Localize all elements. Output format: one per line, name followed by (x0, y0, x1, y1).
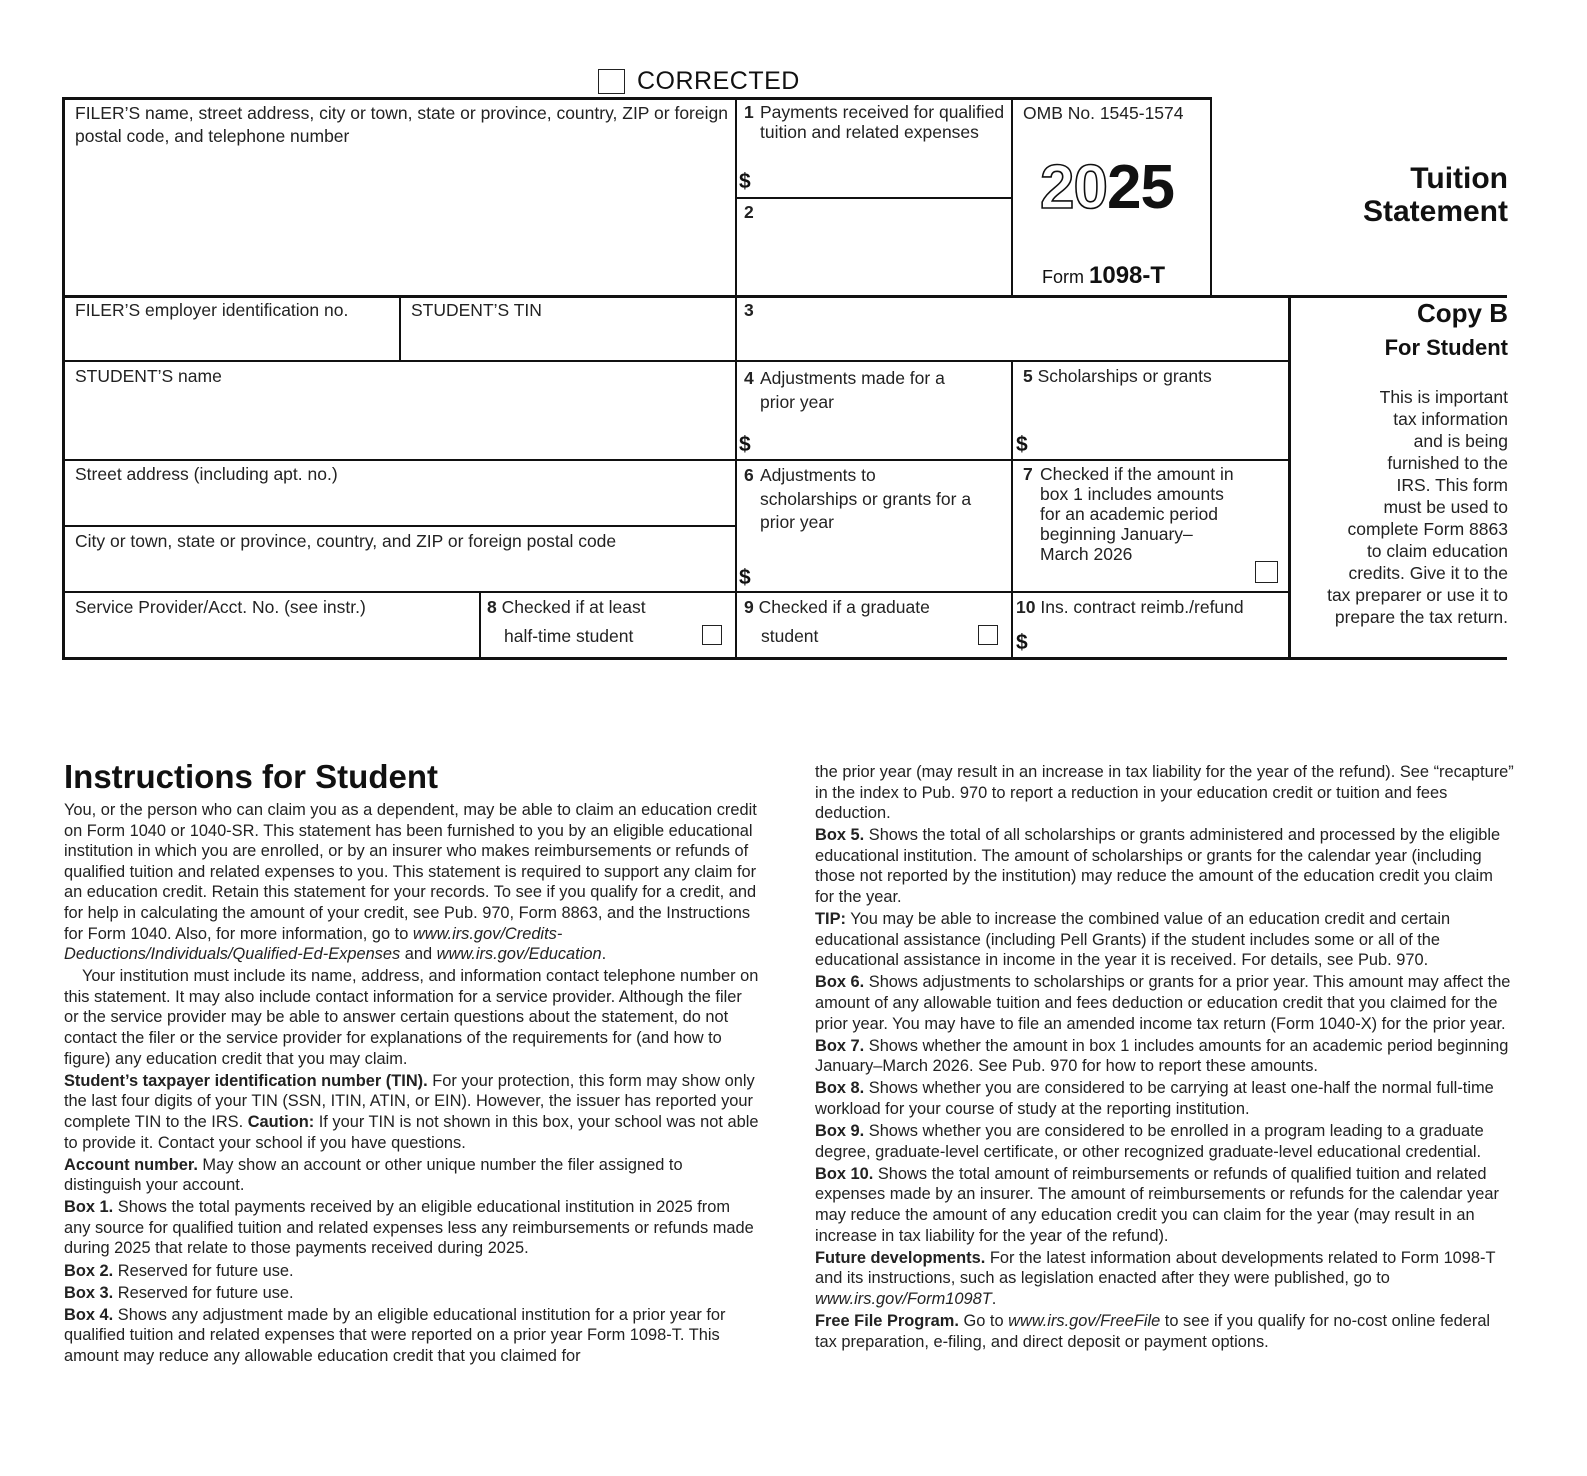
box1-paragraph: Box 1. Shows the total payments received by an eligible educational institution in 2025 from any source for qualified tuition and related expenses less any reimbursements or refunds made during 2025 that relate to those payments received during 2025. (64, 1198, 754, 1258)
box8-label: 8 Checked if at least (487, 597, 646, 617)
box7-paragraph: Box 7. Shows whether the amount in box 1 includes amounts for an academic period beginning January–March 2026. See Pub. 970 for how to report these amounts. (815, 1036, 1509, 1076)
form-number: Form 1098-T (1042, 262, 1166, 289)
copy-subtitle: For Student (1384, 335, 1508, 360)
tip-paragraph: TIP: You may be able to increase the combined value of an education credit and certain educational assistance (including Pell Grants) if the student includes some or all of the educational assistance in income in the year it is received. For details, see Pub. 970. (815, 910, 1451, 970)
box9-label-line2: student (761, 626, 819, 646)
box6-paragraph: Box 6. Shows adjustments to scholarships or grants for a prior year. This amount may affect the amount of any allowable tuition and fees deduction or education credit that you claimed for the prior year. You may have to file an amended income tax return (Form 1040-X) for the prior year. (815, 973, 1511, 1033)
box10-label: 10 Ins. contract reimb./refund (1016, 597, 1244, 617)
student-name-label: STUDENT’S name (75, 366, 222, 386)
instructions-title: Instructions for Student (64, 758, 438, 795)
box4-dollar: $ (739, 433, 751, 456)
corrected-checkbox[interactable] (598, 69, 625, 94)
box8-checkbox[interactable] (702, 625, 722, 645)
intro-paragraph: You, or the person who can claim you as a dependent, may be able to claim an education credit on Form 1040 or 1040-SR. This statement has been furnished to you by an eligible educational institution in which you are enrolled, or by an insurer who makes reimbursements or refunds of qualified tuition and related expenses to you. This statement is required to support any claim for an education credit. Retain this statement for your records. To see if you qualify for a credit, and for help in calculating the amount of your credit, see Pub. 970, Form 8863, and the Instructions for Form 1040. Also, for more information, go to www.irs.gov/Credits-Deductions/Individuals/Qualified-Ed-Expenses and www.irs.gov/Education. (64, 801, 757, 964)
freefile-link[interactable]: www.irs.gov/FreeFile (1008, 1311, 1161, 1330)
street-address-label: Street address (including apt. no.) (75, 464, 338, 484)
box3-paragraph: Box 3. Reserved for future use. (64, 1283, 294, 1302)
box9-label: 9 Checked if a graduate (744, 597, 930, 617)
box8-label-line2: half-time student (504, 626, 634, 646)
box4-label: 4 Adjustments made for a prior year (744, 368, 945, 412)
box4-paragraph: Box 4. Shows any adjustment made by an eligible educational institution for a prior year for qualified tuition and related expenses that were reported on a prior year Form 1098-T. This amount may reduce any allowable education credit that you claimed for (64, 1305, 726, 1365)
form-title: Tuition Statement (1362, 162, 1508, 228)
service-provider-label: Service Provider/Acct. No. (see instr.) (75, 597, 366, 617)
box6-dollar: $ (739, 566, 751, 589)
tin-paragraph: Student’s taxpayer identification number (TIN). For your protection, this form may show only the last four digits of your TIN (SSN, ITIN, ATIN, or EIN). However, the issuer has reported your complete TIN to the IRS. Caution: If your TIN is not shown in this box, your school was not able to provide it. Contact your school if you have questions. (64, 1071, 759, 1152)
filer-name-label: FILER’S name, street address, city or town, state or province, country, ZIP or foreign postal code, and telephone number (75, 103, 728, 146)
box1-label: 1 Payments received for qualified tuition and related expenses (744, 102, 1005, 142)
instructions-right-column (815, 762, 1515, 1354)
box5-dollar: $ (1016, 433, 1028, 456)
box10-paragraph: Box 10. Shows the total amount of reimbursements or refunds of qualified tuition and related expenses made by an insurer. The amount of reimbursements or refunds for the calendar year may reduce the amount of any education credit you can claim for the year (may result in an increase in tax liability for the year of the refund). (815, 1164, 1499, 1245)
box7-checkbox[interactable] (1255, 561, 1278, 583)
form1098t-link[interactable]: www.irs.gov/Form1098T (815, 1289, 992, 1308)
box2-paragraph: Box 2. Reserved for future use. (64, 1261, 294, 1280)
box3-label: 3 (744, 300, 754, 320)
box1-dollar: $ (739, 170, 751, 193)
account-paragraph: Account number. May show an account or other unique number the filer assigned to distinguish your account. (64, 1155, 683, 1195)
student-tin-label: STUDENT’S TIN (411, 300, 542, 320)
copy-title: Copy B (1417, 298, 1508, 328)
box10-dollar: $ (1016, 631, 1028, 654)
city-label: City or town, state or province, country, and ZIP or foreign postal code (75, 531, 617, 551)
corrected-label: CORRECTED (637, 67, 800, 95)
box9-paragraph: Box 9. Shows whether you are considered to be enrolled in a program leading to a graduate degree, graduate-level certificate, or other recognized graduate-level educational credential. (815, 1122, 1484, 1161)
tax-year: 2025 (1040, 153, 1174, 222)
omb-number: OMB No. 1545-1574 (1023, 103, 1184, 123)
box6-label: 6 Adjustments to scholarships or grants for a prior year (744, 465, 972, 532)
copy-note: This is important tax information and is being furnished to the IRS. This form must be used to complete Form 8863 to claim education credits. Give it to the tax preparer or use it to prepare the tax return. (1327, 387, 1508, 627)
institution-paragraph: Your institution must include its name, address, and information contact telephone number on this statement. It may also include contact information for a service provider. Although the filer or the service provider may be able to answer certain questions about the statement, do not contact the filer or the service provider for explanations of the requirements for (and how to figure) any education credit that you may claim. (64, 967, 759, 1068)
filer-ein-label: FILER’S employer identification no. (75, 300, 349, 320)
box4-paragraph-cont: the prior year (may result in an increase in tax liability for the year of the refund). See “recapture” in the index to Pub. 970 to report a reduction in your education credit or tuition and fees deduction. (815, 763, 1514, 823)
box2-label: 2 (744, 202, 754, 222)
box5-paragraph: Box 5. Shows the total of all scholarships or grants administered and processed by the eligible educational institution. The amount of scholarships or grants for the calendar year (including those not reported by the institution) may reduce the amount of the education credit you claim for the year. (815, 826, 1501, 907)
instructions-left-column (64, 800, 759, 1368)
box5-label: 5 Scholarships or grants (1023, 366, 1212, 386)
future-developments-paragraph: Future developments. For the latest information about developments related to Form 1098-T and its instructions, such as legislation enacted after they were published, go to www.irs.gov/Form1098T. (815, 1248, 1496, 1308)
free-file-paragraph: Free File Program. Go to www.irs.gov/FreeFile to see if you qualify for no-cost online federal tax preparation, e-filing, and direct deposit or payment options. (815, 1311, 1491, 1351)
box7-label: 7 Checked if the amount in box 1 includes amounts for an academic period beginning January–March 2026 (1023, 464, 1234, 564)
box8-paragraph: Box 8. Shows whether you are considered to be carrying at least one-half the normal full-time workload for your course of study at the reporting institution. (815, 1079, 1494, 1118)
box9-checkbox[interactable] (978, 625, 998, 645)
